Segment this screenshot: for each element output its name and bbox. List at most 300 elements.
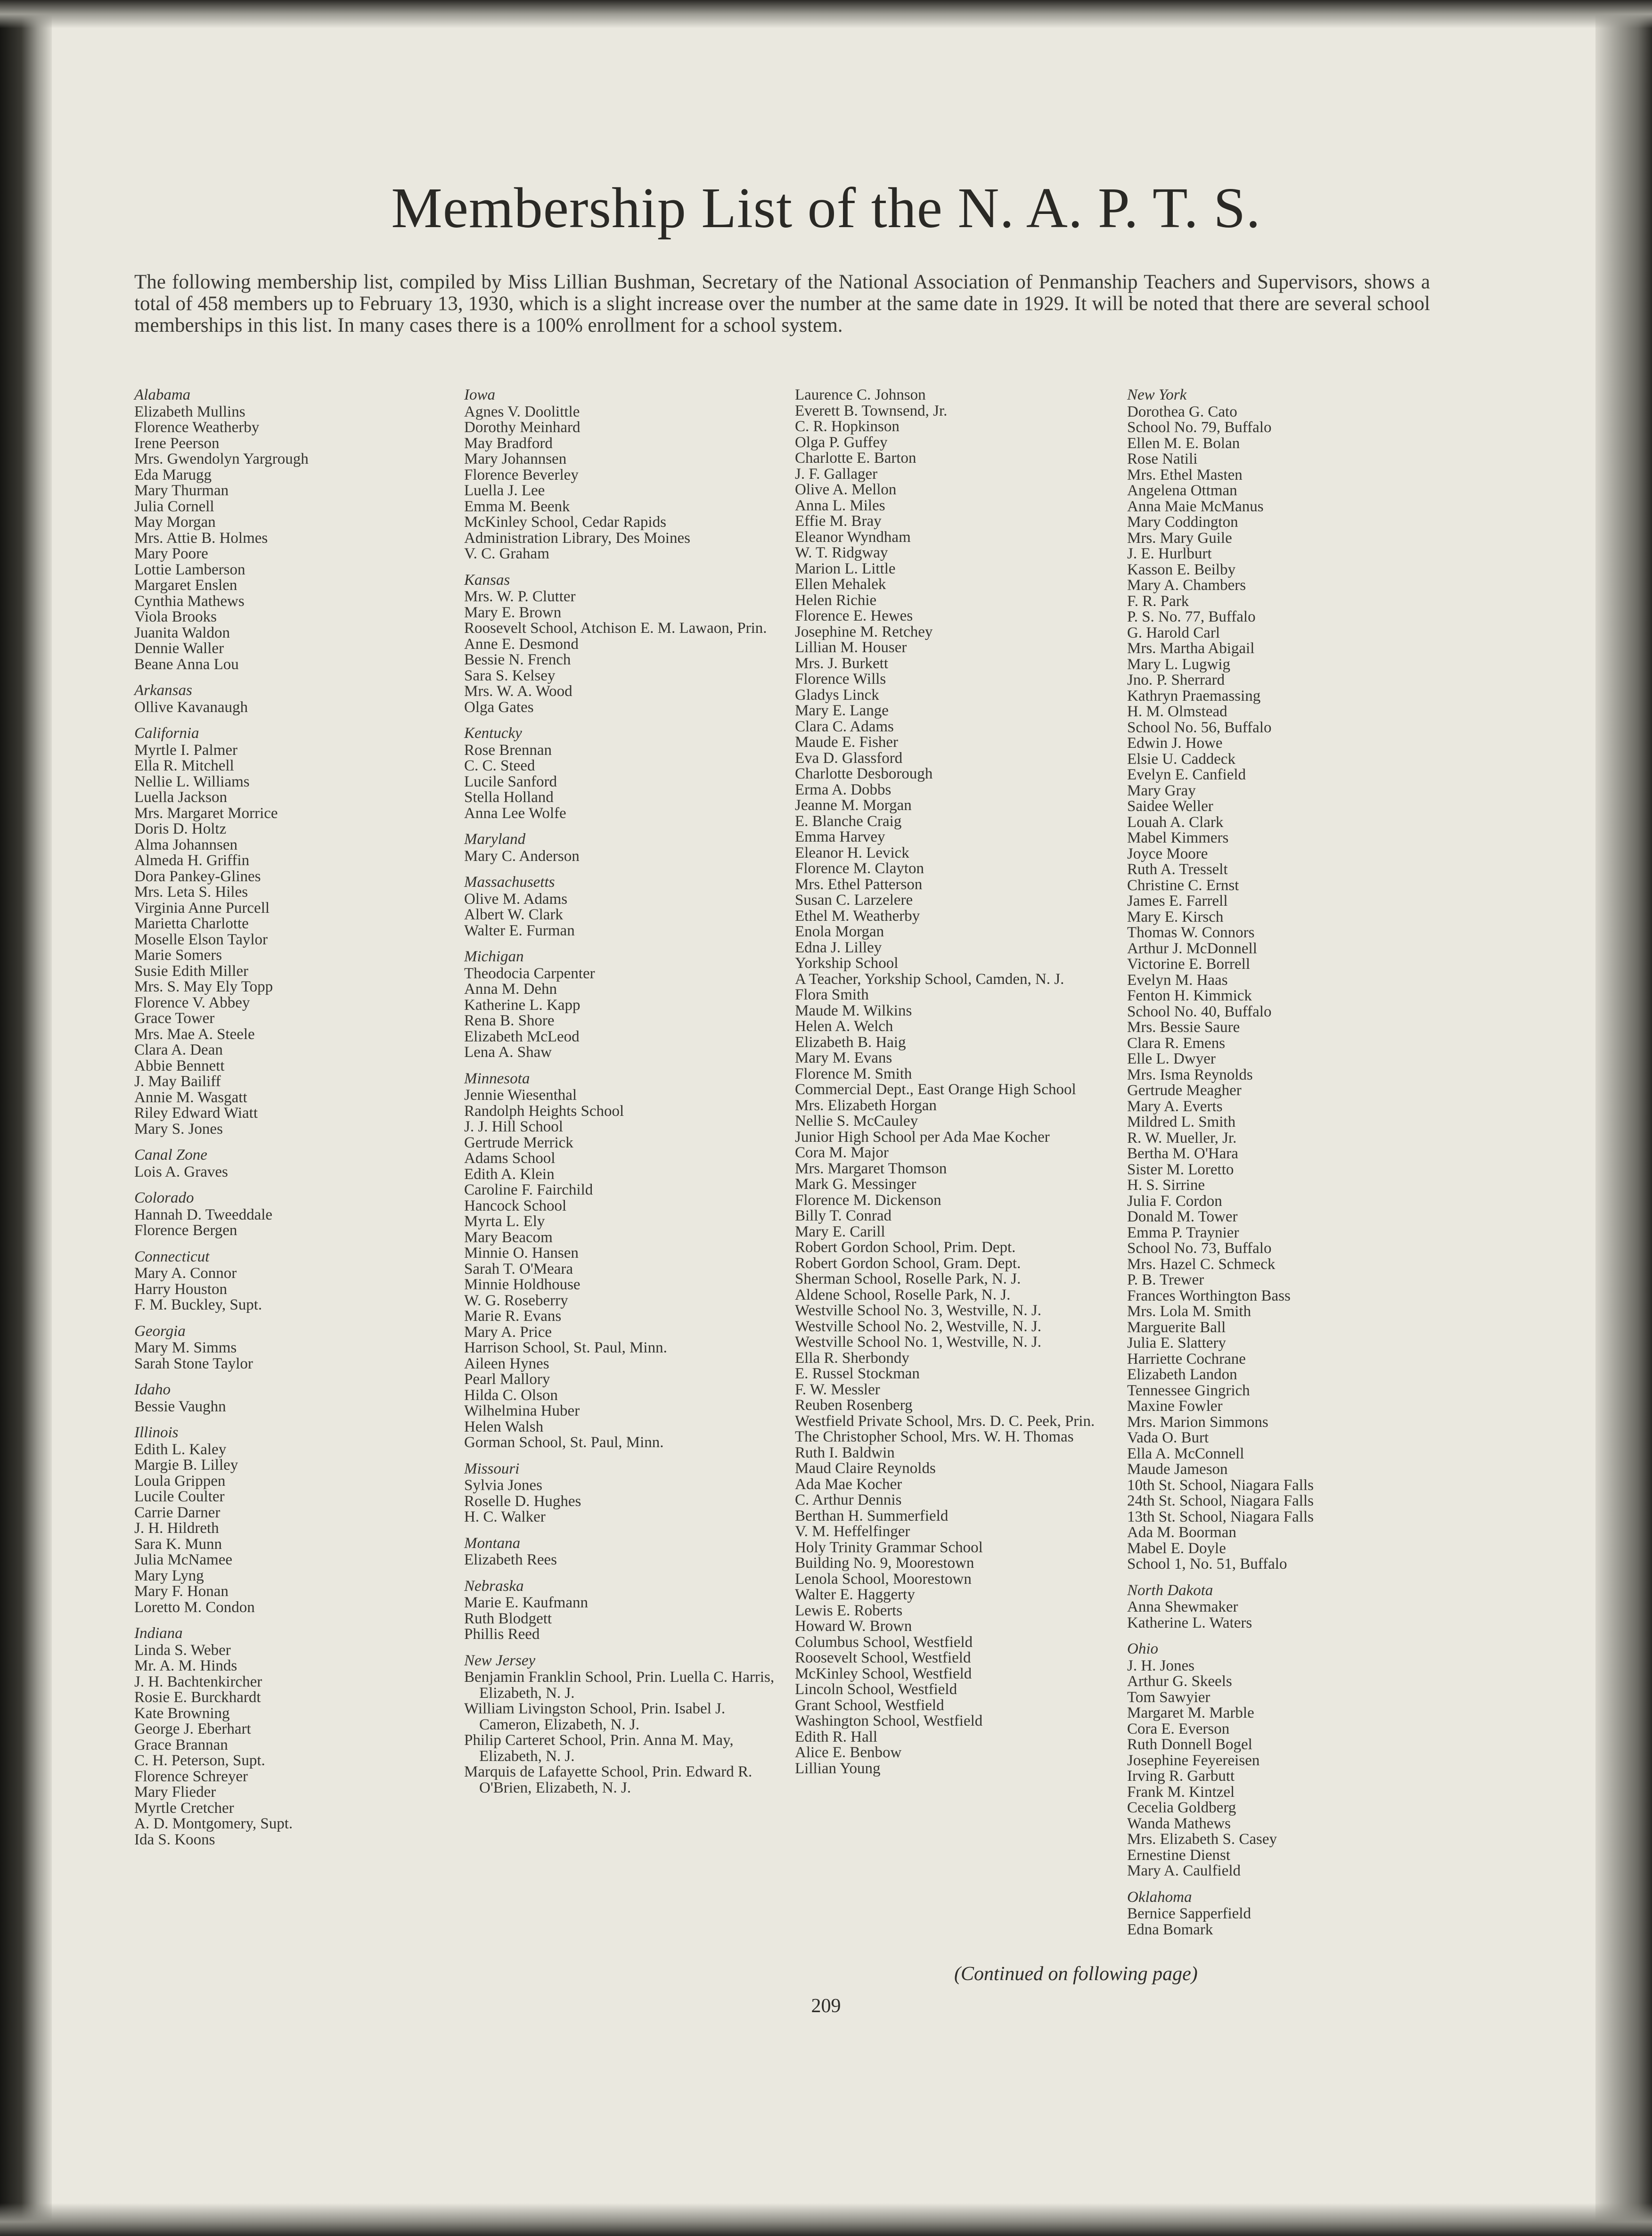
member-entry: Katherine L. Waters [1127, 1614, 1252, 1631]
state-section [1127, 1583, 1438, 1631]
member-entry: J. H. Bachtenkircher [134, 1673, 262, 1690]
member-entry: Helen Richie [795, 591, 877, 609]
state-heading: Massachusetts [464, 874, 555, 891]
member-entry: George J. Eberhart [134, 1720, 251, 1737]
state-heading: Oklahoma [1127, 1888, 1192, 1906]
member-entry: Mary Johannsen [464, 450, 567, 467]
member-entry: Mrs. W. A. Wood [464, 683, 572, 700]
member-entry: Viola Brooks [134, 608, 217, 625]
state-section [1127, 1890, 1438, 1938]
member-entry: Elizabeth Mullins [134, 403, 245, 420]
member-entry: Mary S. Jones [134, 1120, 223, 1138]
member-entry: Mary E. Brown [464, 604, 562, 621]
page-bottom-edge [0, 2203, 1652, 2236]
member-entry: Marie Somers [134, 947, 222, 964]
member-entry: Maxine Fowler [1127, 1398, 1223, 1415]
member-entry: H. S. Sirrine [1127, 1177, 1205, 1194]
member-entry: Sylvia Jones [464, 1477, 542, 1494]
member-entry: Wanda Mathews [1127, 1815, 1231, 1832]
member-entry: Mary M. Simms [134, 1339, 237, 1356]
state-heading: New Jersey [464, 1652, 536, 1669]
member-entry: Westville School No. 3, Westville, N. J. [795, 1302, 1041, 1319]
member-entry: Margaret Enslen [134, 577, 237, 594]
member-entry: Maude Jameson [1127, 1461, 1228, 1478]
member-entry: Mary A. Chambers [1127, 577, 1246, 594]
member-entry: Julia F. Cordon [1127, 1192, 1222, 1210]
member-entry: Susan C. Larzelere [795, 892, 913, 909]
member-entry: Mary F. Honan [134, 1583, 229, 1600]
member-entry: Rosie E. Burckhardt [134, 1689, 261, 1706]
member-entry: Everett B. Townsend, Jr. [795, 402, 948, 419]
member-entry: Bessie N. French [464, 651, 571, 668]
member-entry: Theodocia Carpenter [464, 965, 595, 982]
member-entry: V. C. Graham [464, 545, 549, 562]
member-entry: Westfield Private School, Mrs. D. C. Peek, Prin. [795, 1412, 1095, 1430]
member-entry: Clara A. Dean [134, 1041, 223, 1058]
member-entry: Christine C. Ernst [1127, 876, 1239, 894]
member-entry: F. W. Messler [795, 1381, 880, 1398]
member-entry: Mrs. Ethel Masten [1127, 466, 1243, 483]
member-entry: School No. 73, Buffalo [1127, 1240, 1272, 1257]
member-entry: Marietta Charlotte [134, 915, 249, 932]
state-heading: Idaho [134, 1381, 171, 1398]
member-entry: Cora E. Everson [1127, 1720, 1230, 1737]
member-entry: Evelyn E. Canfield [1127, 766, 1246, 783]
member-entry: Mrs. W. P. Clutter [464, 588, 576, 605]
member-entry: The Christopher School, Mrs. W. H. Thomas [795, 1428, 1074, 1445]
state-section [795, 387, 1106, 1777]
member-entry: Mrs. Isma Reynolds [1127, 1066, 1253, 1083]
member-entry: Juanita Waldon [134, 624, 230, 641]
member-entry: Edna Bomark [1127, 1921, 1213, 1938]
state-section [464, 949, 775, 1061]
member-entry: Linda S. Weber [134, 1641, 231, 1659]
member-entry: Mark G. Messinger [795, 1176, 916, 1193]
member-entry: J. H. Hildreth [134, 1520, 219, 1537]
member-entry: Sarah T. O'Meara [464, 1260, 573, 1278]
member-entry: Ethel M. Weatherby [795, 907, 920, 925]
member-entry: Laurence C. Johnson [795, 386, 926, 403]
member-entry: Mary Coddington [1127, 514, 1238, 531]
member-entry: Harrison School, St. Paul, Minn. [464, 1339, 667, 1356]
member-entry: Carrie Darner [134, 1504, 221, 1521]
state-heading: California [134, 725, 199, 742]
member-entry: Lucile Sanford [464, 773, 557, 790]
member-entry: Anna M. Dehn [464, 981, 557, 998]
member-entry: Bertha M. O'Hara [1127, 1145, 1238, 1162]
member-entry: Angelena Ottman [1127, 482, 1237, 499]
member-entry: Edith L. Kaley [134, 1441, 227, 1458]
member-entry: Mary A. Connor [134, 1265, 237, 1282]
member-entry: Holy Trinity Grammar School [795, 1539, 983, 1556]
member-entry: Florence Wills [795, 671, 886, 688]
member-entry: Anna Shewmaker [1127, 1598, 1238, 1615]
intro-paragraph: The following membership list, compiled by Miss Lillian Bushman, Secretary of the National Association of Penmanship Teachers and Supervisors, shows a total of 458 members up to February 13, 1930, which is a slight increase over the number at the same date in 1929. It will be noted that there are several school memberships in this list. In many cases there is a 100% enrollment for a school system. [134, 271, 1430, 336]
member-entry: Ruth I. Baldwin [795, 1444, 895, 1461]
state-heading: North Dakota [1127, 1581, 1213, 1599]
state-section [464, 1536, 775, 1568]
member-entry: J. May Bailiff [134, 1073, 221, 1090]
member-entry: Mary E. Kirsch [1127, 908, 1224, 926]
member-entry: W. G. Roseberry [464, 1292, 568, 1309]
state-section [134, 1190, 445, 1239]
state-section [464, 387, 775, 562]
member-entry: Fenton H. Kimmick [1127, 987, 1252, 1004]
membership-column-3 [795, 387, 1106, 1787]
member-entry: Hannah D. Tweeddale [134, 1206, 273, 1223]
member-entry: Walter E. Haggerty [795, 1586, 915, 1603]
member-entry: Margaret M. Marble [1127, 1704, 1254, 1721]
member-entry: C. R. Hopkinson [795, 418, 900, 435]
member-entry: Cora M. Major [795, 1144, 889, 1161]
member-entry: Minnie Holdhouse [464, 1276, 581, 1293]
state-heading: Iowa [464, 386, 495, 403]
member-entry: Howard W. Brown [795, 1618, 912, 1635]
member-entry: Ernestine Dienst [1127, 1846, 1231, 1864]
member-entry: Adams School [464, 1150, 556, 1167]
member-entry: Olive M. Adams [464, 890, 568, 908]
member-entry: McKinley School, Westfield [795, 1665, 972, 1682]
member-entry: Dorothy Meinhard [464, 419, 581, 436]
member-entry: Anna L. Miles [795, 497, 885, 514]
member-entry: Ada Mae Kocher [795, 1475, 902, 1493]
member-entry: Olga Gates [464, 698, 534, 716]
member-entry: Florence Beverley [464, 466, 579, 483]
member-entry: School No. 79, Buffalo [1127, 419, 1272, 436]
member-entry: Bernice Sapperfield [1127, 1905, 1251, 1922]
state-section [134, 1425, 445, 1615]
member-entry: Florence Weatherby [134, 419, 260, 436]
member-entry: Ida S. Koons [134, 1831, 215, 1848]
state-heading: Nebraska [464, 1577, 524, 1595]
member-entry: Myrta L. Ely [464, 1213, 545, 1230]
member-entry: Julia McNamee [134, 1551, 233, 1568]
member-entry: Gorman School, St. Paul, Minn. [464, 1434, 664, 1451]
member-entry: Kate Browning [134, 1704, 230, 1722]
member-entry: Roosevelt School, Atchison E. M. Lawaon, Prin. [464, 620, 767, 637]
member-entry: E. Russel Stockman [795, 1365, 920, 1382]
member-entry: Dennie Waller [134, 640, 224, 657]
member-entry: Administration Library, Des Moines [464, 529, 690, 547]
member-entry: Kathryn Praemassing [1127, 687, 1261, 704]
member-entry: 13th St. School, Niagara Falls [1127, 1508, 1314, 1525]
member-entry: Robert Gordon School, Prim. Dept. [795, 1239, 1016, 1256]
member-entry: Mrs. Gwendolyn Yargrough [134, 450, 309, 467]
member-entry: Lucile Coulter [134, 1488, 225, 1505]
state-heading: Alabama [134, 386, 191, 403]
member-entry: Gladys Linck [795, 686, 879, 704]
member-entry: F. M. Buckley, Supt. [134, 1296, 262, 1313]
member-entry: Aileen Hynes [464, 1355, 549, 1372]
membership-column-1 [134, 387, 445, 1858]
member-entry: Eda Marugg [134, 466, 212, 483]
state-section [1127, 1641, 1438, 1879]
member-entry: Mrs. S. May Ely Topp [134, 978, 273, 995]
state-section [464, 1071, 775, 1451]
member-entry: R. W. Mueller, Jr. [1127, 1129, 1237, 1147]
member-entry: Myrtle I. Palmer [134, 741, 238, 759]
member-entry: Mrs. Bessie Saure [1127, 1019, 1240, 1036]
state-section [134, 1147, 445, 1180]
member-entry: Mabel E. Doyle [1127, 1540, 1226, 1557]
member-entry: William Livingston School, Prin. Isabel J. Cameron, Elizabeth, N. J. [464, 1700, 726, 1733]
member-entry: Sister M. Loretto [1127, 1161, 1234, 1178]
member-entry: Elizabeth Rees [464, 1551, 557, 1568]
member-entry: Helen Walsh [464, 1418, 544, 1435]
member-entry: Lewis E. Roberts [795, 1602, 903, 1619]
member-entry: G. Harold Carl [1127, 624, 1220, 641]
member-entry: Wilhelmina Huber [464, 1402, 580, 1419]
member-entry: Lena A. Shaw [464, 1044, 552, 1061]
member-entry: Elizabeth McLeod [464, 1028, 580, 1045]
member-entry: Nellie L. Williams [134, 773, 250, 790]
member-entry: Enola Morgan [795, 923, 884, 940]
member-entry: Loretto M. Condon [134, 1598, 255, 1616]
member-entry: Mr. A. M. Hinds [134, 1657, 237, 1674]
member-entry: Nellie S. McCauley [795, 1113, 918, 1130]
member-entry: Harry Houston [134, 1280, 228, 1298]
member-entry: Arthur J. McDonnell [1127, 940, 1257, 957]
member-entry: Benjamin Franklin School, Prin. Luella C. Harris, Elizabeth, N. J. [464, 1669, 775, 1702]
state-section [464, 726, 775, 821]
state-heading: Indiana [134, 1625, 183, 1642]
member-entry: J. E. Hurlburt [1127, 545, 1212, 562]
member-entry: Josephine M. Retchey [795, 623, 933, 640]
member-entry: Stella Holland [464, 789, 554, 806]
member-entry: May Morgan [134, 514, 216, 531]
member-entry: Mary A. Caulfield [1127, 1862, 1241, 1879]
member-entry: Florence V. Abbey [134, 994, 250, 1011]
page-title: Membership List of the N. A. P. T. S. [391, 176, 1261, 240]
member-entry: Mrs. Elizabeth S. Casey [1127, 1831, 1277, 1848]
member-entry: Olive A. Mellon [795, 481, 897, 498]
state-heading: Arkansas [134, 682, 192, 699]
member-entry: Ellen M. E. Bolan [1127, 434, 1240, 452]
state-heading: Maryland [464, 831, 526, 848]
member-entry: Sara S. Kelsey [464, 667, 556, 684]
member-entry: Harriette Cochrane [1127, 1350, 1246, 1368]
member-entry: Maud Claire Reynolds [795, 1460, 936, 1477]
member-entry: Almeda H. Griffin [134, 852, 250, 869]
member-entry: Myrtle Cretcher [134, 1799, 234, 1817]
member-entry: Doris D. Holtz [134, 820, 227, 837]
member-entry: C. Arthur Dennis [795, 1491, 902, 1508]
member-entry: Philip Carteret School, Prin. Anna M. May, Elizabeth, N. J. [464, 1732, 734, 1765]
member-entry: Sara K. Munn [134, 1535, 222, 1553]
member-entry: Edwin J. Howe [1127, 735, 1223, 752]
member-entry: Mrs. Margaret Morrice [134, 804, 278, 822]
state-section [134, 1249, 445, 1313]
member-entry: Mrs. Martha Abigail [1127, 640, 1255, 657]
member-entry: Rose Brennan [464, 741, 552, 759]
member-entry: Randolph Heights School [464, 1102, 624, 1120]
page-number: 209 [811, 1995, 841, 2017]
member-entry: Marie E. Kaufmann [464, 1594, 588, 1611]
member-entry: Agnes V. Doolittle [464, 403, 580, 420]
member-entry: Pearl Mallory [464, 1371, 550, 1388]
member-entry: Mrs. Lola M. Smith [1127, 1303, 1251, 1320]
member-entry: Mary C. Anderson [464, 847, 580, 865]
member-entry: Erma A. Dobbs [795, 781, 891, 798]
member-entry: Mabel Kimmers [1127, 829, 1229, 846]
member-entry: James E. Farrell [1127, 893, 1228, 909]
member-entry: Jeanne M. Morgan [795, 797, 912, 814]
member-entry: Lois A. Graves [134, 1163, 228, 1180]
state-heading: Connecticut [134, 1248, 210, 1265]
state-section [464, 1579, 775, 1643]
member-entry: Ruth A. Tresselt [1127, 861, 1228, 878]
member-entry: Mary E. Lange [795, 702, 889, 719]
state-section [134, 1626, 445, 1848]
member-entry: Florence Schreyer [134, 1768, 248, 1785]
member-entry: Virginia Anne Purcell [134, 899, 270, 917]
member-entry: Mary Flieder [134, 1784, 216, 1801]
member-entry: Rena B. Shore [464, 1012, 555, 1029]
state-heading: Missouri [464, 1460, 520, 1477]
member-entry: Evelyn M. Haas [1127, 971, 1228, 989]
member-entry: Moselle Elson Taylor [134, 931, 268, 948]
member-entry: Mary Gray [1127, 782, 1196, 799]
member-entry: Donald M. Tower [1127, 1208, 1238, 1225]
member-entry: Ruth Donnell Bogel [1127, 1736, 1252, 1753]
member-entry: Sarah Stone Taylor [134, 1355, 253, 1372]
member-entry: Gertrude Meagher [1127, 1082, 1242, 1099]
member-entry: 24th St. School, Niagara Falls [1127, 1492, 1314, 1509]
member-entry: Jennie Wiesenthal [464, 1087, 577, 1104]
member-entry: Mildred L. Smith [1127, 1114, 1236, 1130]
member-entry: A Teacher, Yorkship School, Camden, N. J. [795, 970, 1064, 988]
member-entry: Emma Harvey [795, 828, 885, 845]
member-entry: Mary Beacom [464, 1229, 553, 1246]
member-entry: Hancock School [464, 1197, 567, 1214]
member-entry: Elle L. Dwyer [1127, 1050, 1216, 1067]
member-entry: Ellen Mehalek [795, 576, 886, 593]
member-entry: Elizabeth B. Haig [795, 1033, 906, 1051]
member-entry: Aldene School, Roselle Park, N. J. [795, 1286, 1011, 1303]
member-entry: Billy T. Conrad [795, 1207, 892, 1224]
member-entry: Jno. P. Sherrard [1127, 672, 1225, 688]
member-entry: Thomas W. Connors [1127, 924, 1255, 941]
member-entry: Mrs. Mary Guile [1127, 529, 1232, 547]
member-entry: Alma Johannsen [134, 836, 238, 853]
member-entry: Mary M. Evans [795, 1049, 892, 1066]
member-entry: Mary E. Carill [795, 1223, 885, 1240]
member-entry: Beane Anna Lou [134, 655, 239, 673]
member-entry: Mary Lyng [134, 1567, 204, 1584]
member-entry: Riley Edward Wiatt [134, 1105, 258, 1122]
member-entry: Josephine Feyereisen [1127, 1752, 1260, 1769]
state-heading: Michigan [464, 948, 524, 965]
member-entry: Vada O. Burt [1127, 1429, 1209, 1446]
member-entry: Westville School No. 1, Westville, N. J. [795, 1334, 1041, 1351]
state-section [464, 573, 775, 716]
member-entry: Edna J. Lilley [795, 939, 882, 956]
member-entry: Elizabeth Landon [1127, 1366, 1237, 1383]
state-heading: Illinois [134, 1424, 179, 1441]
member-entry: Edith R. Hall [795, 1728, 878, 1745]
member-entry: Olga P. Guffey [795, 434, 888, 451]
state-section [134, 1382, 445, 1415]
member-entry: Frances Worthington Bass [1127, 1287, 1291, 1304]
member-entry: P. S. No. 77, Buffalo [1127, 608, 1256, 625]
member-entry: Junior High School per Ada Mae Kocher [795, 1128, 1050, 1146]
member-entry: Mary Poore [134, 545, 208, 562]
member-entry: Walter E. Furman [464, 922, 575, 939]
member-entry: Mrs. Margaret Thomson [795, 1160, 947, 1177]
member-entry: J. H. Jones [1127, 1657, 1195, 1674]
member-entry: Clara C. Adams [795, 718, 894, 735]
state-heading: Georgia [134, 1322, 186, 1340]
member-entry: Building No. 9, Moorestown [795, 1555, 974, 1572]
membership-column-2 [464, 387, 775, 1806]
member-entry: School 1, No. 51, Buffalo [1127, 1556, 1287, 1573]
member-entry: Julia Cornell [134, 498, 214, 515]
member-entry: F. R. Park [1127, 592, 1189, 610]
member-entry: Mrs. Attie B. Holmes [134, 529, 268, 547]
member-entry: Ollive Kavanaugh [134, 698, 248, 716]
member-entry: Eleanor H. Levick [795, 844, 909, 861]
state-heading: Kansas [464, 571, 510, 589]
member-entry: A. D. Montgomery, Supt. [134, 1815, 293, 1832]
state-heading: Ohio [1127, 1640, 1158, 1657]
member-entry: School No. 40, Buffalo [1127, 1003, 1272, 1020]
member-entry: Lillian M. Houser [795, 639, 907, 656]
member-entry: Mrs. Ethel Patterson [795, 876, 923, 893]
member-entry: Annie M. Wasgatt [134, 1089, 247, 1106]
member-entry: Abbie Bennett [134, 1057, 225, 1074]
member-entry: Clara R. Emens [1127, 1034, 1226, 1052]
member-entry: Mrs. Marion Simmons [1127, 1413, 1268, 1431]
member-entry: Mary L. Lugwig [1127, 655, 1231, 673]
member-entry: Marguerite Ball [1127, 1319, 1226, 1336]
member-entry: Irene Peerson [134, 434, 220, 452]
state-heading: Colorado [134, 1189, 194, 1206]
member-entry: Anne E. Desmond [464, 635, 579, 653]
member-entry: Caroline F. Fairchild [464, 1181, 593, 1198]
member-entry: Ada M. Boorman [1127, 1524, 1236, 1541]
member-entry: Effie M. Bray [795, 513, 882, 530]
member-entry: Grace Tower [134, 1010, 215, 1027]
member-entry: Commercial Dept., East Orange High School [795, 1081, 1076, 1098]
member-entry: Mary A. Price [464, 1323, 552, 1341]
member-entry: Charlotte E. Barton [795, 450, 916, 467]
page-top-edge [0, 0, 1652, 28]
member-entry: C. H. Peterson, Supt. [134, 1752, 265, 1769]
state-section [1127, 387, 1438, 1573]
page-edge-shadow [1595, 0, 1652, 2236]
member-entry: Eleanor Wyndham [795, 528, 911, 546]
member-entry: Kasson E. Beilby [1127, 561, 1236, 578]
member-entry: Roosevelt School, Westfield [795, 1649, 971, 1666]
member-entry: Saidee Weller [1127, 798, 1213, 815]
book-gutter-shadow [0, 0, 52, 2236]
member-entry: Florence M. Clayton [795, 860, 924, 877]
member-entry: Rose Natili [1127, 450, 1198, 467]
member-entry: Washington School, Westfield [795, 1712, 983, 1729]
member-entry: Arthur G. Skeels [1127, 1673, 1232, 1690]
state-heading: Canal Zone [134, 1147, 207, 1163]
member-entry: Maude M. Wilkins [795, 1002, 912, 1019]
member-entry: Albert W. Clark [464, 906, 563, 923]
state-heading: Minnesota [464, 1070, 530, 1087]
state-heading: Kentucky [464, 725, 522, 742]
member-entry: Emma P. Traynier [1127, 1224, 1239, 1241]
state-section [134, 387, 445, 672]
member-entry: Edith A. Klein [464, 1165, 555, 1183]
state-heading: New York [1127, 386, 1187, 403]
membership-column-4 [1127, 387, 1438, 1948]
member-entry: C. C. Steed [464, 757, 535, 774]
